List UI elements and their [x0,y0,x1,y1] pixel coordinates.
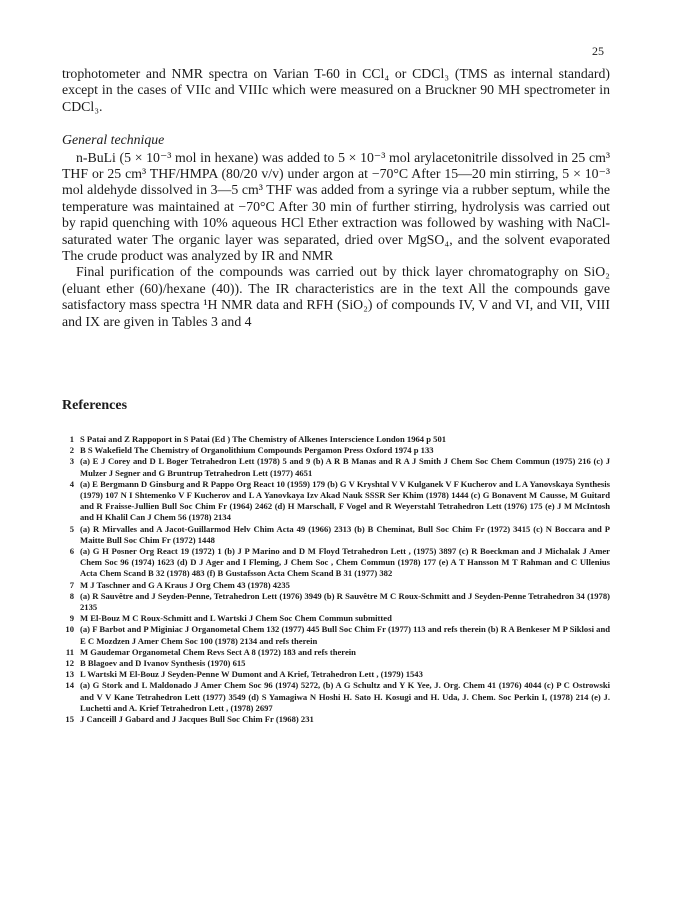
reference-item [62,591,610,613]
references-heading: References [62,398,128,413]
reference-text: (a) E Bergmann D Ginsburg and R Pappo Org React 10 (1959) 179 (b) G V Kryshtal V V Kulganek V F Kucherov and L A Yanovskaya Synthesis (1979) 107 N I Shtemenko V F Kucherov and L A Yanovkaya Izv Akad Nauk SSSR Ser Khim (1978) 1444 (c) G Bonavent M Causse, M Guitard and R Fraisse-Jullien Bull Soc Chim Fr (1964) 2462 (d) H Marschall, F Vogel and R Weyerstahl Tetrahedron Lett (1976) 175 (e) J M McIntosh and H Khalil Can J Chem 56 (1978) 2134 [80,478,610,523]
reference-text: (a) G Stork and L Maldonado J Amer Chem Soc 96 (1974) 5272, (b) A G Schultz and Y K Yee, J. Org. Chem 41 (1976) 4044 (c) P C Ostrowski and V V Kane Tetrahedron Lett (1977) 3549 (d) S Yamagiwa N Hoshi H. Sato H. Kosugi and H. Uda, J. Chem. Soc Perkin I, (1978) 214 (e) J. Luchetti and A. Krief Tetrahedron Lett , (1978) 2697 [80,680,610,713]
reference-number: 7 [69,579,74,590]
reference-item [62,456,610,478]
reference-item [62,434,610,445]
reference-text: (a) R Sauvêtre and J Seyden-Penne, Tetrahedron Lett (1976) 3949 (b) R Sauvêtre M C Roux-Schmitt and J Seyden-Penne Tetrahedron 34 (1978) 2135 [80,590,610,613]
reference-text: M J Taschner and G A Kraus J Org Chem 43 (1978) 4235 [80,579,290,590]
reference-number: 11 [65,646,74,657]
reference-number: 14 [65,680,74,691]
reference-item [62,613,610,624]
reference-item [62,714,610,725]
reference-number: 13 [65,669,74,680]
reference-text: L Wartski M El-Bouz J Seyden-Penne W Dumont and A Krief, Tetrahedron Lett , (1979) 1543 [80,669,423,680]
reference-number: 8 [69,590,74,601]
reference-item [62,624,610,646]
reference-text: B Blagoev and D Ivanov Synthesis (1970) 615 [80,658,246,669]
reference-item [62,580,610,591]
reference-number: 10 [65,624,74,635]
reference-text: J Canceill J Gabard and J Jacques Bull Soc Chim Fr (1968) 231 [80,714,314,725]
reference-item [62,680,610,714]
reference-text: B S Wakefield The Chemistry of Organolithium Compounds Pergamon Press Oxford 1974 p 133 [80,445,434,456]
reference-item [62,524,610,546]
reference-number: 5 [69,523,74,534]
body-text [62,66,610,330]
reference-text: (a) R Mirvalles and A Jacot-Guillarmod Helv Chim Acta 49 (1966) 2313 (b) B Cheminat, Bull Soc Chim Fr (1972) 3415 (c) N Boccara and P Maitte Bull Soc Chim Fr (1972) 1448 [80,523,610,545]
page-number: 25 [592,44,604,58]
reference-text: M El-Bouz M C Roux-Schmitt and L Wartski J Chem Soc Chem Commun submitted [80,613,392,624]
reference-item [62,658,610,669]
reference-item [62,669,610,680]
paragraph-technique: n-BuLi (5 × 10⁻³ mol in hexane) was added to 5 × 10⁻³ mol arylacetonitrile dissolved in 25 cm³ THF or 25 cm³ THF/HMPA (80/20 v/v) under argon at −70°C After 15—20 min stirring, 5 × 10⁻³ mol aldehyde dissolved in 3—5 cm³ THF was added from a syringe via a rubber septum, while the temperature was maintained at −70°C After 30 min of further stirring, hydrolysis was carried out by rapid quenching with 10% aqueous HCl Ether extraction was followed by washing with NaCl-saturated water The organic layer was separated, dried over MgSO₄, and the solvent evaporated The crude product was analyzed by IR and NMR [62,149,610,264]
paragraph-continued: trophotometer and NMR spectra on Varian T-60 in CCl₄ or CDCl₃ (TMS as internal standard) except in the cases of VIIc and VIIIc which were measured on a Bruckner 90 MH spectrometer in CDCl₃. [62,66,610,114]
reference-number: 3 [69,456,74,467]
reference-number: 1 [69,434,74,444]
reference-item [62,479,610,524]
reference-text: (a) G H Posner Org React 19 (1972) 1 (b) J P Marino and D M Floyd Tetrahedron Lett , (1975) 3897 (c) R Boeckman and J Michalak J Amer Chem Soc 96 (1974) 1623 (d) D J Ager and I Fleming, J Chem Soc , Chem Commun (1978) 177 (e) A T Hansson M T Rahman and C Ullenius Acta Chem Scand B 32 (1978) 483 (f) B Gustafsson Acta Chem Scand B 31 (1977) 382 [80,546,610,579]
reference-number: 12 [65,658,74,669]
reference-number: 6 [69,546,74,557]
reference-item [62,647,610,658]
reference-text: (a) F Barbot and P Miginiac J Organometal Chem 132 (1977) 445 Bull Soc Chim Fr (1977) 113 and refs therein (b) R A Benkeser M P Siklosi and E C Mozdzen J Amer Chem Soc 100 (1978) 2134 and refs therein [80,624,610,646]
reference-item [62,445,610,456]
reference-number: 4 [69,478,74,489]
reference-list [62,434,610,725]
reference-text: S Patai and Z Rappoport in S Patai (Ed ) The Chemistry of Alkenes Interscience London 1964 p 501 [80,434,447,444]
reference-number: 9 [69,613,74,624]
section-heading: General technique [62,132,165,148]
reference-number: 2 [69,445,74,456]
reference-item [62,546,610,580]
paragraph-purification: Final purification of the compounds was carried out by thick layer chromatography on SiO₂ (eluant ether (60)/hexane (40)). The IR characteristics are in the text All the compounds gave satisfactory mass spectra ¹H NMR data and RFH (SiO₂) of compounds IV, V and VI, and VII, VIII and IX are given in Tables 3 and 4 [62,264,610,329]
reference-number: 15 [65,714,74,725]
reference-text: (a) E J Corey and D L Boger Tetrahedron Lett (1978) 5 and 9 (b) A R B Manas and R A J Smith J Chem Soc Chem Commun (1975) 216 (c) J Mulzer J Segner and G Bruntrup Tetrahedron Lett (1977) 4651 [80,456,610,478]
reference-text: M Gaudemar Organometal Chem Revs Sect A 8 (1972) 183 and refs therein [80,646,356,657]
